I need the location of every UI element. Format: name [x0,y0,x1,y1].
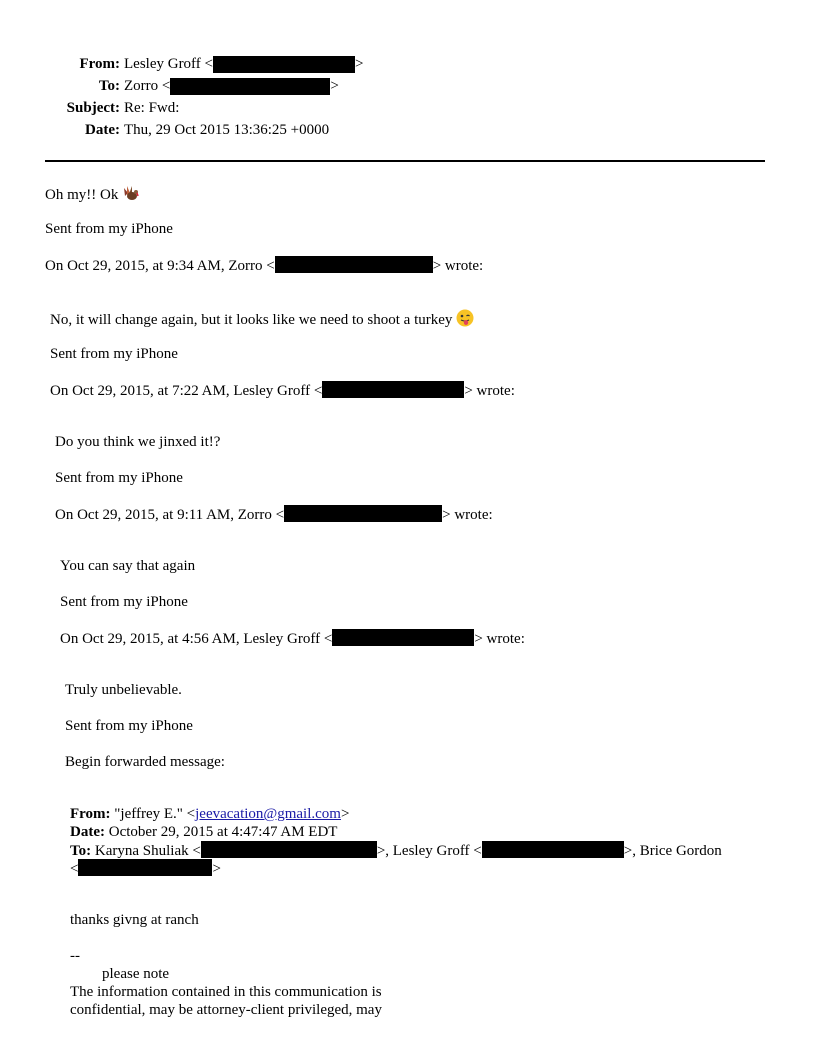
reply1-signature: Sent from my iPhone [45,221,173,237]
reply2-text: No, it will change again, but it looks like we need to shoot a turkey [50,309,474,329]
redacted-email [78,859,212,876]
redacted-email [284,505,442,522]
reply4-text: You can say that again [60,558,196,574]
redacted-email [213,56,355,73]
reply2-signature: Sent from my iPhone [50,346,178,362]
winking-tongue-face-icon [456,309,474,327]
reply3-text: Do you think we jinxed it!? [55,434,221,450]
fwd-please-note: please note [102,966,170,982]
reply3-attribution: On Oct 29, 2015, at 9:11 AM, Zorro < > wrote: [55,507,493,523]
redacted-email [170,78,330,95]
turkey-icon [122,184,140,202]
fwd-to-row: To: Karyna Shuliak < >, Lesley Groff < >, Brice Gordon [70,843,722,859]
email-header [46,53,363,141]
fwd-to-label: To: [70,843,92,859]
fwd-to-row-cont: < > [70,861,221,877]
redacted-email [332,629,474,646]
reply1-attribution: On Oct 29, 2015, at 9:34 AM, Zorro < > wrote: [45,258,484,274]
reply5-signature: Sent from my iPhone [65,718,193,734]
redacted-email [201,841,377,858]
subject-value: Re: Fwd: [124,99,180,116]
date-row [46,119,363,141]
fwd-disclaimer-line2: confidential, may be attorney-client privileged, may [70,1002,382,1018]
redacted-email [275,256,433,273]
redacted-email [322,381,464,398]
subject-label: Subject: [66,99,120,116]
redacted-email [482,841,624,858]
from-label: From: [79,55,120,72]
reply4-attribution: On Oct 29, 2015, at 4:56 AM, Lesley Groff < > wrote: [60,631,525,647]
to-name: Zorro [124,77,159,94]
fwd-disclaimer-line1: The information contained in this communication is [70,984,382,1000]
reply4-signature: Sent from my iPhone [60,594,188,610]
from-row: From: Lesley Groff < > [46,53,363,75]
fwd-sig-dash: -- [70,948,80,964]
fwd-date-value: October 29, 2015 at 4:47:47 AM EDT [108,824,338,840]
fwd-from-label: From: [70,806,111,822]
fwd-body-text: thanks givng at ranch [70,912,199,928]
subject-row [46,97,363,119]
fwd-from-name: "jeffrey E." < [114,806,196,822]
fwd-date-label: Date: [70,824,105,840]
date-label: Date: [85,121,120,138]
forward-intro: Begin forwarded message: [65,754,225,770]
reply5-text: Truly unbelievable. [65,682,182,698]
fwd-from-email-link[interactable]: jeevacation@gmail.com [195,806,341,822]
to-label: To: [98,77,120,94]
from-name: Lesley Groff [124,55,201,72]
to-row: To: Zorro < > [46,75,363,97]
fwd-date-row [70,823,337,841]
fwd-from-row: From: "jeffrey E." <jeevacation@gmail.com> [70,806,350,822]
reply3-signature: Sent from my iPhone [55,470,183,486]
reply2-attribution: On Oct 29, 2015, at 7:22 AM, Lesley Groff < > wrote: [50,383,515,399]
reply1-text: Oh my!! Ok [45,184,140,204]
header-divider [45,160,765,162]
date-value: Thu, 29 Oct 2015 13:36:25 +0000 [124,121,330,138]
